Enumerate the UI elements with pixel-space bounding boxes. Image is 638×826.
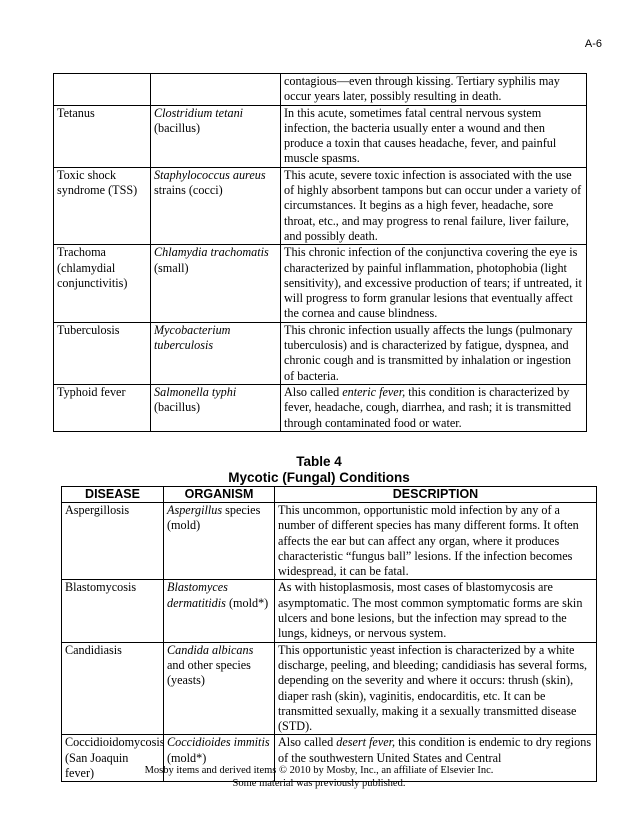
- italic-text: Coccidioides immitis: [167, 735, 270, 750]
- organism-cell: [151, 245, 281, 322]
- table-number: Table 4: [296, 454, 342, 469]
- organism-cell: [151, 167, 281, 244]
- description-cell: [281, 167, 587, 244]
- disease-cell: Typhoid fever: [54, 384, 151, 431]
- description-cell: [275, 580, 597, 642]
- organism-cell: [151, 384, 281, 431]
- table-row: [62, 580, 597, 642]
- disease-cell: Coccidioidomycosis (San Joaquin fever): [62, 735, 164, 782]
- text: (mold*): [167, 750, 207, 765]
- text: this condition is characterized by fever, headache, cough, diarrhea, and rash; it is transmitted through contaminated food or water.: [284, 384, 572, 430]
- description-cell: [281, 322, 587, 384]
- text: (mold*): [225, 595, 269, 610]
- text: This chronic infection usually affects the lungs (pulmonary tuberculosis) and is characterized by fatigue, dyspnea, and chronic cough and is transmitted by inhalation or ingestion of bacteria.: [284, 322, 573, 383]
- organism-cell: [151, 105, 281, 167]
- text: (bacillus): [154, 400, 201, 415]
- header-description: DESCRIPTION: [275, 487, 597, 503]
- disease-cell: Tetanus: [54, 105, 151, 167]
- italic-text: Candida albicans: [167, 642, 254, 657]
- organism-cell: [151, 74, 281, 106]
- organism-cell: [164, 580, 275, 642]
- table-row: [54, 105, 587, 167]
- disease-cell: Candidiasis: [62, 642, 164, 735]
- italic-text: Blastomyces dermatitidis: [167, 580, 228, 610]
- text: This chronic infection of the conjunctiva covering the eye is characterized by painful inflammation, photophobia (light sensitivity), and excessive production of tears; if untreated, it will progress to form granular lesions that eventually affect the cornea and cause blindness.: [284, 245, 582, 321]
- organism-cell: [164, 642, 275, 735]
- italic-text: Chlamydia trachomatis: [154, 245, 269, 260]
- description-cell: [281, 74, 587, 106]
- table-row: [54, 167, 587, 244]
- text: As with histoplasmosis, most cases of blastomycosis are asymptomatic. The most common symptomatic forms are skin ulcers and bone lesions, but the infection may spread to the lungs, kidneys, or nervous system.: [278, 580, 583, 641]
- footer-copyright: Mosby items and derived items © 2010 by Mosby, Inc., an affiliate of Elsevier Inc.: [144, 765, 494, 776]
- text: Also called: [284, 384, 343, 399]
- bacterial-conditions-table-continued: [53, 73, 587, 432]
- description-cell: [281, 105, 587, 167]
- page-number: A-6: [584, 38, 602, 50]
- disease-cell: Tuberculosis: [54, 322, 151, 384]
- disease-cell: Aspergillosis: [62, 503, 164, 580]
- text: (small): [154, 260, 189, 275]
- table-body: [62, 503, 597, 782]
- text: and other species (yeasts): [167, 657, 251, 688]
- italic-text: enteric fever,: [342, 384, 406, 399]
- italic-text: Staphylococcus aureus: [154, 167, 266, 182]
- description-cell: [275, 503, 597, 580]
- description-cell: [281, 245, 587, 322]
- table-row: [62, 503, 597, 580]
- text: Also called: [278, 735, 337, 750]
- table-row: [54, 322, 587, 384]
- italic-text: Aspergillus: [167, 503, 223, 517]
- text: species (mold): [167, 503, 261, 533]
- italic-text: Salmonella typhi: [154, 384, 237, 399]
- table-body: [54, 74, 587, 432]
- header-disease: DISEASE: [62, 487, 164, 503]
- table-title: Mycotic (Fungal) Conditions: [228, 470, 410, 485]
- description-cell: [275, 642, 597, 735]
- text: This acute, severe toxic infection is associated with the use of highly absorbent tampons but can occur under a variety of circumstances. It begins as a high fever, headache, sore throat, etc., and may progress to renal failure, liver failure, and possibly death.: [284, 167, 582, 243]
- table-header-row: [62, 487, 597, 503]
- text: this condition is endemic to dry regions of the southwestern United States and Central: [278, 735, 592, 765]
- text: contagious—even through kissing. Tertiary syphilis may occur years later, possibly resulting in death.: [284, 74, 560, 104]
- disease-cell: [54, 74, 151, 106]
- table-row: [54, 74, 587, 106]
- italic-text: desert fever,: [336, 735, 396, 750]
- description-cell: [281, 384, 587, 431]
- text: strains (cocci): [154, 183, 223, 198]
- table-row: [54, 245, 587, 322]
- disease-cell: Trachoma (chlamydial conjunctivitis): [54, 245, 151, 322]
- header-organism: ORGANISM: [164, 487, 275, 503]
- disease-cell: Toxic shock syndrome (TSS): [54, 167, 151, 244]
- text: This opportunistic yeast infection is characterized by a white discharge, peeling, and bleeding; candidiasis has several forms, depending on the severity and where it occurs: thrush (skin), diaper rash (skin), vaginitis, endocarditis, etc. It can be transmitted sexually, making it a sexually transmitted disease (STD).: [278, 642, 588, 734]
- footer-note: Some material was previously published.: [232, 778, 406, 789]
- mycotic-conditions-table: [61, 486, 597, 782]
- disease-cell: Blastomycosis: [62, 580, 164, 642]
- table-row: [54, 384, 587, 431]
- table-row: [62, 642, 597, 735]
- italic-text: Mycobacterium tuberculosis: [154, 322, 231, 353]
- text: This uncommon, opportunistic mold infection by any of a number of different species has many different forms. It often affects the ear but can affect any organ, where it produces characteristic “fungus ball” lesions. If the infection becomes widespread, it can be fatal.: [278, 503, 579, 579]
- text: In this acute, sometimes fatal central nervous system infection, the bacteria usually enter a wound and then produce a toxin that causes headache, fever, and painful muscle spasms.: [284, 105, 557, 166]
- organism-cell: [151, 322, 281, 384]
- organism-cell: [164, 503, 275, 580]
- text: (bacillus): [154, 120, 201, 135]
- italic-text: Clostridium tetani: [154, 105, 244, 120]
